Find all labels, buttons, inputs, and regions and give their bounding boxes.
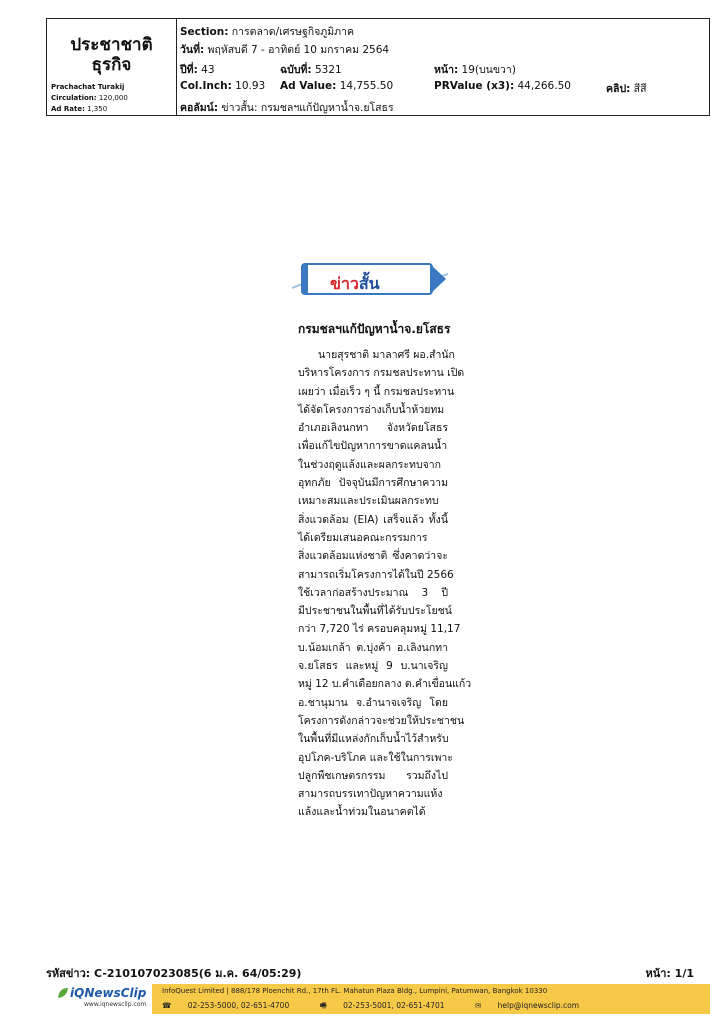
article-line: ใช้เวลาก่อสร้างประมาณ 3 ปี — [298, 586, 448, 599]
publication-panel — [47, 19, 177, 115]
issue-cell — [280, 61, 342, 78]
advalue-label: Ad Value: — [280, 80, 337, 92]
email-icon: ✉ — [474, 1001, 482, 1010]
prvalue-value: 44,266.50 — [517, 80, 571, 92]
ad-rate-label: Ad Rate: — [51, 105, 85, 113]
article-line: เผยว่า เมื่อเร็ว ๆ นี้ กรมชลประทาน — [298, 385, 455, 398]
news-reference-label: รหัสข่าว: — [46, 967, 91, 980]
page-count — [645, 964, 694, 982]
logo-url: www.iqnewsclip.com — [84, 1001, 147, 1008]
article-line: เพื่อแก้ไขปัญหาการขาดแคลนน้ำ — [298, 440, 448, 453]
section-value: การตลาด/เศรษฐกิจภูมิภาค — [231, 26, 354, 38]
meta-panel — [178, 19, 709, 115]
email[interactable] — [475, 1001, 593, 1010]
article-line: อ.ชานุมาน จ.อำนาจเจริญ โดย — [298, 696, 448, 709]
article-line: บริหารโครงการ กรมชลประทาน เปิด — [298, 367, 465, 380]
article-line: อุทกภัย ปัจจุบันมีการศึกษาความ — [298, 477, 448, 490]
news-brief-banner — [290, 258, 450, 302]
page-count-value: 1/1 — [674, 967, 694, 980]
news-reference-value: C-210107023085(6 ม.ค. 64/05:29) — [94, 967, 302, 980]
fax — [320, 1001, 461, 1010]
iqnewsclip-logo — [56, 986, 166, 1012]
footer-bar — [46, 984, 710, 1014]
publication-name-line1: ประชาชาติ — [70, 35, 153, 55]
colinch-value: 10.93 — [235, 80, 266, 92]
date-label: วันที่: — [180, 44, 205, 56]
prvalue-cell — [434, 80, 571, 92]
section-label: Section: — [180, 26, 229, 38]
article-line: แล้งและน้ำท่วมในอนาคตได้ — [298, 806, 426, 819]
column-row — [180, 99, 394, 116]
article-line: นายสุรชาติ มาลาศรี ผอ.สำนัก — [318, 349, 455, 361]
logo-leaf-icon — [56, 986, 70, 1000]
article-line: หมู่ 12 บ.คำเดือยกลาง ต.คำเขื่อนแก้ว — [298, 678, 472, 691]
article-line: สามารถเริ่มโครงการได้ในปี 2566 — [298, 568, 454, 581]
article-line: ในพื้นที่มีแหล่งกักเก็บน้ำไว้สำหรับ — [298, 733, 449, 746]
header-box — [46, 18, 710, 116]
news-reference — [46, 964, 301, 982]
year-label: ปีที่: — [180, 64, 198, 76]
article-line: ได้เตรียมเสนอคณะกรรมการ — [298, 531, 428, 544]
article-headline: กรมชลฯแก้ปัญหาน้ำจ.ยโสธร — [298, 322, 451, 336]
article-line: บ.น้อมเกล้า ต.บุ่งค้า อ.เลิงนกทา — [298, 641, 448, 654]
logo-text: iQNewsClip — [70, 986, 147, 1000]
page-cell — [434, 61, 516, 78]
article-line: ได้จัดโครงการอ่างเก็บน้ำห้วยทม — [298, 403, 445, 416]
banner-text-red: ข่าว — [330, 274, 359, 293]
phone-icon: ☎ — [162, 1001, 172, 1010]
advalue-cell — [280, 80, 393, 92]
contact-band — [152, 984, 710, 1014]
date-value: พฤหัสบดี 7 - อาทิตย์ 10 มกราคม 2564 — [207, 44, 390, 56]
banner-text — [330, 272, 380, 297]
clip-value: สีสี — [633, 83, 647, 95]
page-count-label: หน้า: — [645, 967, 671, 980]
prvalue-label: PRValue (x3): — [434, 80, 515, 92]
page-label: หน้า: — [434, 64, 459, 76]
article-line: กว่า 7,720 ไร่ ครอบคลุมหมู่ 11,17 — [298, 623, 461, 636]
circulation-label: Circulation: — [51, 94, 97, 102]
issue-value: 5321 — [314, 64, 342, 76]
ad-rate-value: 1,350 — [87, 105, 108, 113]
phone — [162, 1001, 306, 1010]
article-line: โครงการดังกล่าวจะช่วยให้ประชาชน — [298, 714, 465, 727]
article-line: อำเภอเลิงนกทา จังหวัดยโสธร — [298, 422, 448, 435]
article-line: ในช่วงฤดูแล้งและผลกระทบจาก — [298, 458, 442, 471]
email-value[interactable]: help@iqnewsclip.com — [497, 1001, 580, 1010]
contact-row — [162, 1000, 607, 1013]
clip-label: คลิป: — [606, 83, 631, 95]
publication-name-line2: ธุรกิจ — [91, 55, 132, 75]
article-body — [298, 346, 472, 822]
article-line: จ.ยโสธร และหมู่ 9 บ.นาเจริญ — [298, 660, 448, 673]
article-line: ปลูกพืชเกษตรกรรม รวมถึงไป — [298, 769, 448, 782]
company-address: InfoQuest Limited | 888/178 Ploenchit Rd., 17th FL. Mahatun Plaza Bldg., Lumpini, Patumwan, Bangkok 10330 — [162, 987, 548, 995]
article-line: สามารถบรรเทาปัญหาความแห้ง — [298, 788, 443, 801]
advalue-value: 14,755.50 — [339, 80, 394, 92]
year-value: 43 — [201, 64, 215, 76]
colinch-cell — [180, 80, 265, 92]
article-line: สิ่งแวดล้อมแห่งชาติ ซึ่งคาดว่าจะ — [298, 550, 448, 563]
publication-name-en: Prachachat Turakij — [51, 83, 125, 91]
section-row — [180, 23, 354, 40]
year-cell — [180, 61, 215, 78]
page-value: 19(บนขวา) — [461, 64, 516, 76]
issue-label: ฉบับที่: — [280, 64, 312, 76]
article-line: มีประชาชนในพื้นที่ได้รับประโยชน์ — [298, 605, 452, 618]
column-value: ข่าวสั้น: กรมชลฯแก้ปัญหาน้ำจ.ยโสธร — [221, 102, 394, 114]
article-line: เหมาะสมและประเมินผลกระทบ — [298, 495, 439, 508]
circulation — [51, 94, 128, 102]
ad-rate — [51, 105, 107, 113]
clip-cell — [606, 80, 647, 97]
column-label: คอลัมน์: — [180, 102, 219, 114]
colinch-label: Col.Inch: — [180, 80, 232, 92]
date-row — [180, 41, 389, 58]
circulation-value: 120,000 — [98, 94, 128, 102]
article-line: อุปโภค-บริโภค และใช้ในการเพาะ — [298, 751, 453, 764]
phone-value: 02-253-5000, 02-651-4700 — [187, 1001, 290, 1010]
banner-text-blue: สั้น — [358, 274, 380, 293]
article-line: สิ่งแวดล้อม (EIA) เสร็จแล้ว ทั้งนี้ — [298, 513, 448, 526]
fax-icon: 🖷 — [319, 1001, 327, 1010]
fax-value: 02-253-5001, 02-651-4701 — [343, 1001, 445, 1010]
